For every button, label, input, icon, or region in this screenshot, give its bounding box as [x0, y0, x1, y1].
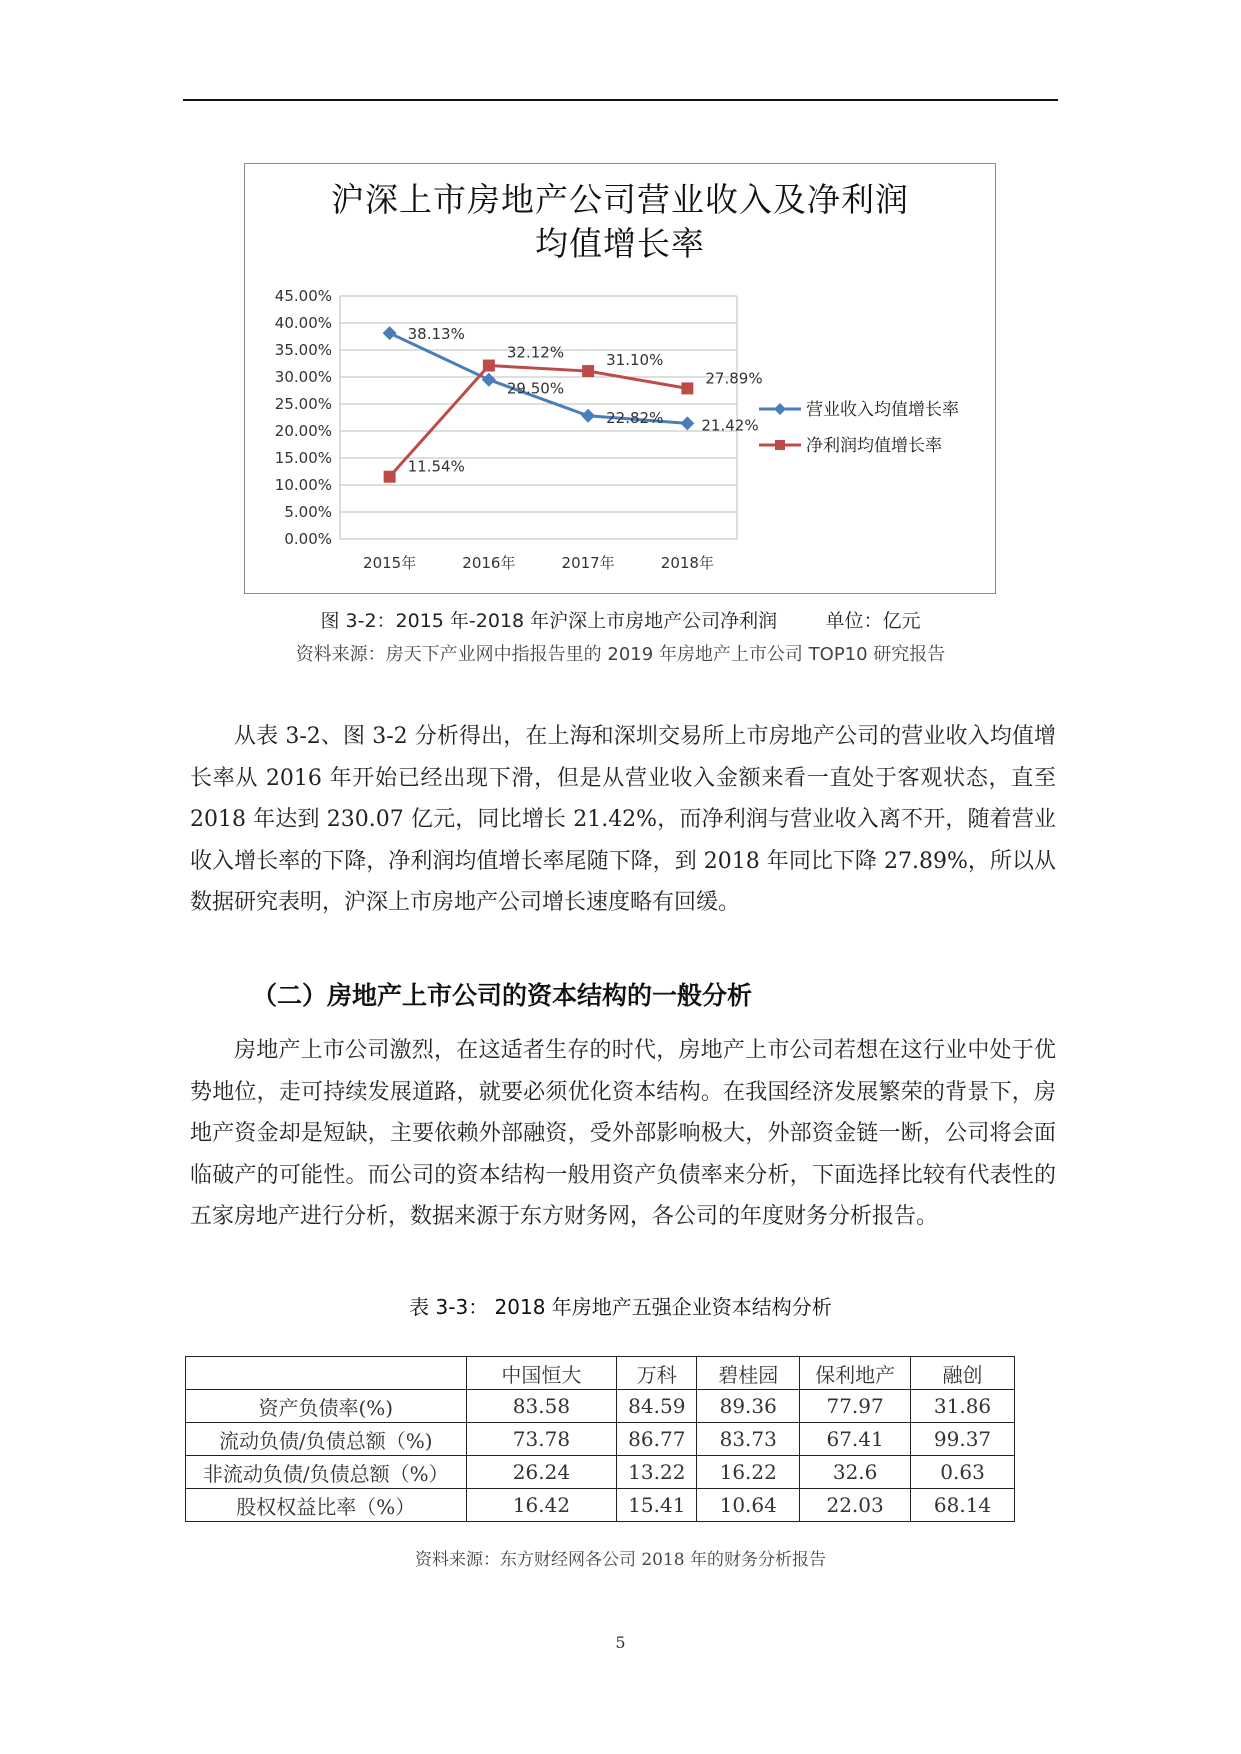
- data-label: 22.82%: [606, 408, 664, 427]
- table-cell: 99.37: [911, 1423, 1015, 1456]
- y-tick-label: 10.00%: [274, 476, 332, 494]
- table-cell: 77.97: [800, 1390, 911, 1423]
- x-tick-label: 2018年: [660, 554, 714, 572]
- y-tick-label: 45.00%: [274, 287, 332, 305]
- y-tick-label: 5.00%: [284, 503, 332, 521]
- table-cell: 15.41: [617, 1489, 697, 1522]
- legend-label: 净利润均值增长率: [806, 436, 942, 456]
- table-header-cell: 中国恒大: [466, 1357, 617, 1390]
- series-point: [581, 409, 595, 423]
- chart-title-line-2: 均值增长率: [535, 224, 705, 263]
- y-tick-label: 15.00%: [274, 449, 332, 467]
- table-row: [186, 1390, 1015, 1423]
- table-cell: 10.64: [697, 1489, 800, 1522]
- table-cell: 22.03: [800, 1489, 911, 1522]
- y-tick-label: 40.00%: [274, 314, 332, 332]
- table-cell: 84.59: [617, 1390, 697, 1423]
- table-cell: 83.58: [466, 1390, 617, 1423]
- data-label: 38.13%: [407, 325, 465, 344]
- figure-source: 资料来源：房天下产业网中指报告里的 2019 年房地产上市公司 TOP10 研究报告: [295, 644, 946, 665]
- x-tick-label: 2017年: [561, 554, 615, 572]
- table-header-cell: 万科: [617, 1357, 697, 1390]
- table-row: [186, 1489, 1015, 1522]
- table-cell: 16.42: [466, 1489, 617, 1522]
- data-label: 31.10%: [606, 351, 664, 370]
- page-number: 5: [615, 1633, 626, 1652]
- y-tick-label: 20.00%: [274, 422, 332, 440]
- table-cell: 67.41: [800, 1423, 911, 1456]
- table-cell: 73.78: [466, 1423, 617, 1456]
- legend-marker: [774, 403, 786, 415]
- table-header-row: [186, 1357, 1015, 1390]
- series-point: [680, 416, 694, 430]
- data-label: 21.42%: [701, 416, 759, 435]
- table-header-cell: 融创: [911, 1357, 1015, 1390]
- table-cell: 83.73: [697, 1423, 800, 1456]
- y-tick-label: 0.00%: [284, 530, 332, 548]
- legend-label: 营业收入均值增长率: [806, 400, 959, 420]
- row-label: 股权权益比率（%）: [186, 1489, 467, 1522]
- row-label: 非流动负债/负债总额（%）: [186, 1456, 467, 1489]
- data-label: 29.50%: [506, 379, 565, 398]
- table-cell: 13.22: [617, 1456, 697, 1489]
- data-label: 32.12%: [506, 343, 565, 362]
- y-tick-label: 25.00%: [274, 395, 332, 413]
- table-header-cell: 保利地产: [800, 1357, 911, 1390]
- body-paragraph-1: 从表 3-2、图 3-2 分析得出，在上海和深圳交易所上市房地产公司的营业收入均值增长率从 2016 年开始已经出现下滑，但是从营业收入金额来看一直处于客观状态，直至 2018 年达到 230.07 亿元，同比增长 21.42%，而净利润与营业收入离不开，随着营业收入增长率的下降，净利润均值增长率尾随下降，到 2018 年同比下降 27.89%，所以从数据研究表明，沪深上市房地产公司增长速度略有回缓。: [190, 724, 1056, 915]
- body-paragraph-2: 房地产上市公司激烈，在这适者生存的时代，房地产上市公司若想在这行业中处于优势地位，走可持续发展道路，就要必须优化资本结构。在我国经济发展繁荣的背景下，房地产资金却是短缺，主要依赖外部融资，受外部影响极大，外部资金链一断，公司将会面临破产的可能性。而公司的资本结构一般用资产负债率来分析，下面选择比较有代表性的五家房地产进行分析，数据来源于东方财务网，各公司的年度财务分析报告。: [190, 1038, 1056, 1229]
- table-title: 表 3-3： 2018 年房地产五强企业资本结构分析: [409, 1295, 832, 1319]
- table-header-cell: [186, 1357, 467, 1390]
- data-label: 11.54%: [407, 457, 465, 476]
- x-tick-label: 2016年: [462, 554, 516, 572]
- series-point: [582, 365, 594, 377]
- row-label: 资产负债率(%): [186, 1390, 467, 1423]
- table-cell: 86.77: [617, 1423, 697, 1456]
- chart-figure: [244, 163, 996, 594]
- x-tick-label: 2015年: [363, 554, 417, 572]
- capital-structure-table: [185, 1356, 1015, 1522]
- y-tick-label: 30.00%: [274, 368, 332, 386]
- table-source: 资料来源：东方财经网各公司 2018 年的财务分析报告: [414, 1550, 827, 1570]
- header-rule: [183, 99, 1058, 101]
- series-point: [482, 373, 496, 387]
- table-cell: 31.86: [911, 1390, 1015, 1423]
- table-row: [186, 1456, 1015, 1489]
- line-chart: [245, 164, 995, 593]
- table-cell: 0.63: [911, 1456, 1015, 1489]
- table-cell: 26.24: [466, 1456, 617, 1489]
- table-cell: 68.14: [911, 1489, 1015, 1522]
- table-row: [186, 1423, 1015, 1456]
- series-point: [483, 360, 495, 372]
- table-cell: 16.22: [697, 1456, 800, 1489]
- series-point: [384, 471, 396, 483]
- table-cell: 32.6: [800, 1456, 911, 1489]
- series-point: [383, 326, 397, 340]
- series-point: [681, 382, 693, 394]
- table-cell: 89.36: [697, 1390, 800, 1423]
- chart-title-line-1: 沪深上市房地产公司营业收入及净利润: [331, 180, 909, 219]
- figure-caption: 图 3-2：2015 年-2018 年沪深上市房地产公司净利润 单位：亿元: [320, 610, 921, 632]
- legend-marker: [775, 440, 785, 450]
- row-label: 流动负债/负债总额（%): [186, 1423, 467, 1456]
- data-label: 27.89%: [705, 369, 763, 388]
- y-tick-label: 35.00%: [274, 341, 332, 359]
- section-heading: （二）房地产上市公司的资本结构的一般分析: [252, 981, 753, 1010]
- table-header-cell: 碧桂园: [697, 1357, 800, 1390]
